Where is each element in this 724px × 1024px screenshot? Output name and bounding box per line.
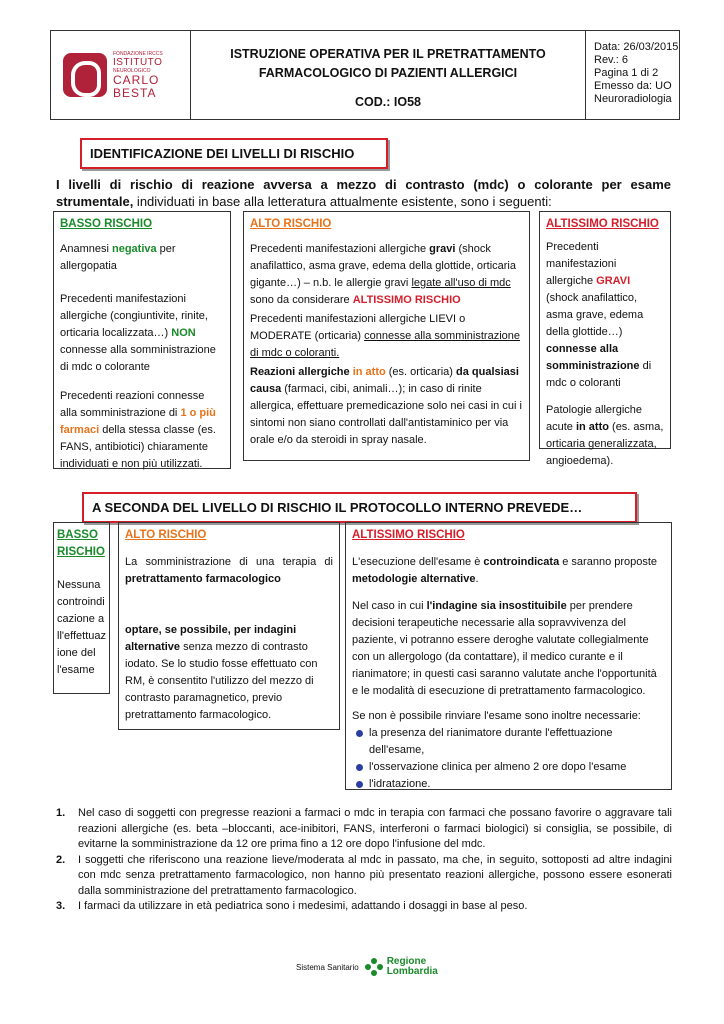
protocol-very-high-label: ALTISSIMO RISCHIO <box>352 529 465 541</box>
notes-list <box>56 806 672 915</box>
footer-regione: Regione <box>386 956 427 967</box>
high-risk-p3: Reazioni allergiche in atto (es. orticaria) da qualsiasi causa (farmaci, cibi, animali…); in caso di rinite allergica, effettuare premedicazione solo nei casi in cui i sintomi non siano controllati dall'antistaminico per via orale e/o da steroidi in spray nasale. <box>250 366 522 446</box>
very-high-risk-p2: Patologie allergiche acute in atto (es. asma, orticaria generalizzata, angioedema). <box>546 404 664 467</box>
meta-unit: Neuroradiologia <box>594 93 672 105</box>
list-item: la presenza del rianimatore durante l'effettuazione dell'esame, <box>352 725 665 759</box>
note-item: 1. Nel caso di soggetti con pregresse reazioni a farmaci o mdc in terapia con farmaci che possano favorire o aggravare tali reazioni allergiche (es. beta –bloccanti, ace-inibitori, FANS, interferoni o farmaci biologici) si consiglia, se possibile, di evitarne la somministrazione da 12 ore prima fino a 12 ore dopo l'infusione del mdc. <box>56 807 672 850</box>
protocol-high-p2: optare, se possibile, per indagini alternative senza mezzo di contrasto iodato. Se lo studio fosse effettuato con RM, è consentito l'utilizzo del mezzo di contrasto paramagnetico, previo pretrattamento farmacologico. <box>125 624 318 721</box>
bullet-icon <box>356 764 363 771</box>
bullet-icon <box>356 730 363 737</box>
protocol-low-text: Nessuna controindicazione all'effettuazione dell'esame <box>57 579 106 676</box>
meta-issued-by: Emesso da: UO <box>594 80 672 92</box>
meta-date: Data: 26/03/2015 <box>594 41 679 53</box>
logo-line4: CARLO <box>113 72 160 87</box>
footer-lombardia: Lombardia <box>386 966 438 977</box>
protocol-low-risk-box <box>53 522 110 694</box>
regione-lombardia-icon <box>365 958 383 976</box>
note-item: 3. I farmaci da utilizzare in età pediatrica sono i medesimi, adattando i dosaggi in base al peso. <box>56 900 528 912</box>
section1-heading: IDENTIFICAZIONE DEI LIVELLI DI RISCHIO <box>80 138 388 169</box>
document-title <box>191 31 586 119</box>
title-line2: FARMACOLOGICO DI PAZIENTI ALLERGICI <box>258 66 518 80</box>
intro-bold: I livelli di rischio di reazione avversa a mezzo di contrasto (mdc) o colorante per esame strumentale, <box>56 177 671 209</box>
logo-line2: ISTITUTO <box>113 56 163 68</box>
logo-line1: FONDAZIONE IRCCS <box>113 50 163 57</box>
besta-logo-icon <box>63 53 107 97</box>
note-item: 2. I soggetti che riferiscono una reazione lieve/moderata al mdc in passato, ma che, in seguito, sottoposti ad altre indagini con mdc senza pretrattamento farmacologico, non hanno più presentato reazioni allergiche, possono essere esonerati dalla somministrazione del pretrattamento farmacologico. <box>56 853 672 897</box>
low-risk-p3: Precedenti reazioni connesse alla somministrazione di 1 o più farmaci della stessa classe (es. FANS, antibiotici) chiaramente individuati e non più utilizzati. <box>60 390 216 470</box>
very-high-risk-box <box>539 211 671 467</box>
low-risk-label: BASSO RISCHIO <box>60 218 153 230</box>
high-risk-label: ALTO RISCHIO <box>250 218 332 230</box>
low-risk-p1: Anamnesi negativa per allergopatia <box>60 243 176 272</box>
protocol-very-high-p1: L'esecuzione dell'esame è controindicata e saranno proposte metodologie alternative. <box>352 556 658 585</box>
bullet-icon <box>356 781 363 788</box>
list-item: l'idratazione. <box>352 776 665 793</box>
high-risk-box <box>243 211 530 461</box>
footer-sistema: Sistema Sanitario <box>296 962 359 972</box>
low-risk-p2: Precedenti manifestazioni allergiche (congiuntivite, rinite, orticaria localizzata…) NON connesse alla somministrazione di mdc o colorante <box>60 293 216 373</box>
protocol-high-label: ALTO RISCHIO <box>125 529 207 541</box>
very-high-risk-label: ALTISSIMO RISCHIO <box>546 218 659 230</box>
section2-heading: A SECONDA DEL LIVELLO DI RISCHIO IL PROTOCOLLO INTERNO PREVEDE… <box>82 492 637 523</box>
document-code: COD.: IO58 <box>355 95 421 109</box>
intro-rest: individuati in base alla letteratura attualmente esistente, sono i seguenti: <box>133 194 552 209</box>
protocol-very-high-risk-box <box>345 522 672 790</box>
footer-logo <box>296 957 438 977</box>
document-meta <box>586 31 679 119</box>
protocol-very-high-p2: Nel caso in cui l'indagine sia insostituibile per prendere decisioni terapeutiche necessarie alla sopravvivenza del paziente, vi potranno essere deroghe valutate collegialmente con un allergologo (da contattare), il medico curante e il rianimatore; in questi casi saranno valutate anche l'opportunità e le modalità di esecuzione di pretrattamento farmacologico. <box>352 600 657 697</box>
low-risk-box <box>53 211 231 469</box>
high-risk-p1: Precedenti manifestazioni allergiche gravi (shock anafilattico, asma grave, edema della glottide, orticaria gigante…) – n.b. le allergie gravi legate all'uso di mdc sono da considerare ALTISSIMO RISCHIO <box>250 243 516 306</box>
meta-page: Pagina 1 di 2 <box>594 67 659 79</box>
protocol-very-high-p3: Se non è possibile rinviare l'esame sono inoltre necessarie: <box>352 710 641 722</box>
protocol-low-label-1: BASSO <box>57 529 98 541</box>
high-risk-p2: Precedenti manifestazioni allergiche LIEVI o MODERATE (orticaria) connesse alla somministrazione di mdc o coloranti. <box>250 313 521 359</box>
meta-rev: Rev.: 6 <box>594 54 629 66</box>
section1-intro <box>56 176 671 210</box>
logo-line5: BESTA <box>113 85 157 100</box>
institute-logo <box>51 31 191 119</box>
protocol-high-p1: La somministrazione di una terapia di pretrattamento farmacologico <box>125 556 333 585</box>
title-line1: ISTRUZIONE OPERATIVA PER IL PRETRATTAMENTO <box>230 47 546 61</box>
protocol-low-label-2: RISCHIO <box>57 546 105 558</box>
logo-line3: NEUROLOGICO <box>113 67 151 74</box>
list-item: l'osservazione clinica per almeno 2 ore dopo l'esame <box>352 759 665 776</box>
very-high-risk-p1: Precedenti manifestazioni allergiche GRAVI (shock anafilattico, asma grave, edema della glottide…) connesse alla somministrazione di mdc o coloranti <box>546 241 652 389</box>
protocol-high-risk-box <box>118 522 340 730</box>
document-header <box>50 30 680 120</box>
